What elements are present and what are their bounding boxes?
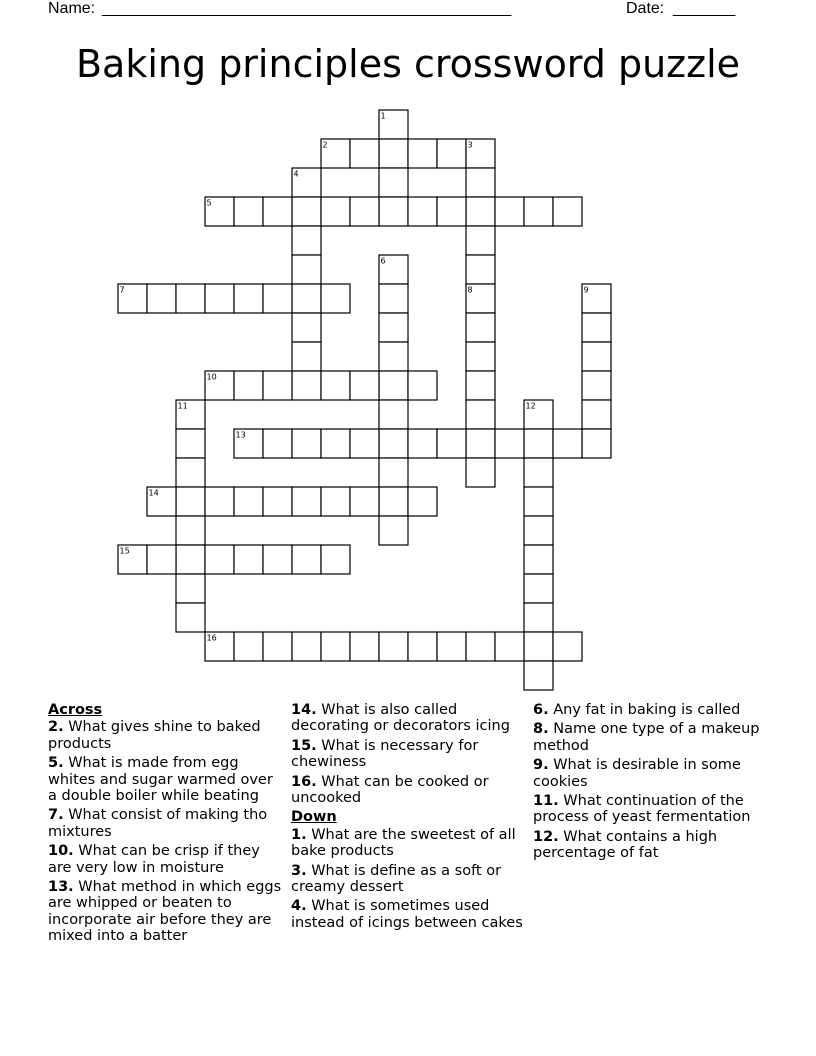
grid-cell[interactable] bbox=[263, 487, 292, 516]
clue-number: 8 bbox=[467, 285, 473, 295]
grid-cell[interactable] bbox=[350, 139, 379, 168]
grid-cell[interactable] bbox=[466, 255, 495, 284]
grid-cell[interactable] bbox=[408, 139, 437, 168]
grid-cell[interactable] bbox=[321, 284, 350, 313]
grid-cell[interactable] bbox=[379, 371, 408, 400]
clue-number: 12 bbox=[525, 401, 536, 411]
grid-cell[interactable] bbox=[408, 632, 437, 661]
grid-cell[interactable] bbox=[263, 632, 292, 661]
clue-number: 5 bbox=[206, 198, 212, 208]
grid-cell[interactable] bbox=[176, 603, 205, 632]
grid-cell[interactable] bbox=[205, 284, 234, 313]
clue-number-label: 10. bbox=[48, 843, 74, 860]
grid-cell[interactable] bbox=[321, 545, 350, 574]
clue-item bbox=[291, 774, 527, 807]
grid-cell[interactable] bbox=[234, 487, 263, 516]
clue-number-label: 2. bbox=[48, 719, 64, 736]
grid-cell[interactable] bbox=[379, 197, 408, 226]
grid-cell[interactable] bbox=[292, 226, 321, 255]
clue-number-label: 15. bbox=[291, 737, 317, 754]
grid-cell[interactable] bbox=[321, 371, 350, 400]
date-blank[interactable]: _______ bbox=[673, 0, 736, 17]
clue-item bbox=[533, 721, 773, 754]
name-blank[interactable]: ______________________________________________ bbox=[102, 0, 512, 17]
grid-cell[interactable] bbox=[466, 429, 495, 458]
grid-cell[interactable] bbox=[437, 632, 466, 661]
grid-cell[interactable] bbox=[205, 487, 234, 516]
grid-cell[interactable] bbox=[466, 400, 495, 429]
clue-item bbox=[291, 827, 527, 860]
clue-column-2 bbox=[291, 702, 527, 934]
grid-cell[interactable] bbox=[176, 545, 205, 574]
clue-number: 15 bbox=[119, 546, 130, 556]
grid-cell[interactable] bbox=[553, 429, 582, 458]
clue-number-label: 5. bbox=[48, 755, 64, 772]
grid-cell[interactable] bbox=[292, 632, 321, 661]
clue-text: What is sometimes used instead of icings between cakes bbox=[291, 898, 523, 931]
clue-text: What gives shine to baked products bbox=[48, 719, 261, 752]
clue-item bbox=[291, 702, 527, 735]
grid-cell[interactable] bbox=[350, 632, 379, 661]
grid-cell[interactable] bbox=[466, 168, 495, 197]
grid-cell[interactable] bbox=[582, 313, 611, 342]
grid-cell[interactable] bbox=[524, 603, 553, 632]
grid-cell[interactable] bbox=[466, 458, 495, 487]
grid-cell[interactable] bbox=[466, 371, 495, 400]
grid-cell[interactable] bbox=[147, 545, 176, 574]
grid-cell[interactable] bbox=[524, 516, 553, 545]
clue-text: What continuation of the process of yeast fermentation bbox=[533, 793, 751, 826]
grid-cell[interactable] bbox=[263, 371, 292, 400]
grid-cell[interactable] bbox=[321, 429, 350, 458]
clue-number: 6 bbox=[380, 256, 386, 266]
clue-number-label: 4. bbox=[291, 898, 307, 915]
grid-cell[interactable] bbox=[350, 429, 379, 458]
grid-cell[interactable] bbox=[437, 139, 466, 168]
grid-cell[interactable] bbox=[234, 371, 263, 400]
grid-cell[interactable] bbox=[466, 197, 495, 226]
down-heading: Down bbox=[291, 809, 337, 826]
grid-cell[interactable] bbox=[263, 197, 292, 226]
grid-cell[interactable] bbox=[321, 197, 350, 226]
grid-cell[interactable] bbox=[379, 632, 408, 661]
grid-cell[interactable] bbox=[408, 487, 437, 516]
grid-cell[interactable] bbox=[379, 400, 408, 429]
grid-cell[interactable] bbox=[292, 429, 321, 458]
grid-cell[interactable] bbox=[379, 168, 408, 197]
grid-cell[interactable] bbox=[292, 284, 321, 313]
grid-cell[interactable] bbox=[437, 197, 466, 226]
clue-number: 11 bbox=[177, 401, 188, 411]
grid-cell[interactable] bbox=[466, 226, 495, 255]
grid-cell[interactable] bbox=[205, 545, 234, 574]
grid-cell[interactable] bbox=[408, 371, 437, 400]
clue-number-label: 6. bbox=[533, 702, 549, 718]
grid-cell[interactable] bbox=[292, 487, 321, 516]
grid-cell[interactable] bbox=[176, 574, 205, 603]
grid-cell[interactable] bbox=[408, 197, 437, 226]
clue-number: 10 bbox=[206, 372, 217, 382]
clue-number-label: 11. bbox=[533, 793, 559, 810]
clue-text: What method in which eggs are whipped or beaten to incorporate air before they are mixed into a batter bbox=[48, 879, 282, 945]
clue-text: What is define as a soft or creamy dessert bbox=[291, 862, 502, 896]
across-heading: Across bbox=[48, 702, 103, 718]
grid-cell[interactable] bbox=[263, 545, 292, 574]
clue-item bbox=[533, 757, 773, 790]
grid-cell[interactable] bbox=[350, 487, 379, 516]
grid-cell[interactable] bbox=[524, 661, 553, 690]
grid-cell[interactable] bbox=[147, 284, 176, 313]
date-label: Date: bbox=[626, 0, 665, 17]
grid-cell[interactable] bbox=[176, 487, 205, 516]
grid-cell[interactable] bbox=[466, 313, 495, 342]
clue-item bbox=[48, 719, 284, 752]
clue-number-label: 8. bbox=[533, 721, 549, 738]
grid-cell[interactable] bbox=[495, 197, 524, 226]
grid-cell[interactable] bbox=[524, 574, 553, 603]
grid-cell[interactable] bbox=[379, 342, 408, 371]
clue-text: What is made from egg whites and sugar warmed over a double boiler while beating bbox=[48, 755, 273, 805]
clue-number-label: 14. bbox=[291, 702, 317, 718]
grid-cell[interactable] bbox=[350, 197, 379, 226]
clue-number-label: 12. bbox=[533, 828, 559, 845]
grid-cell[interactable] bbox=[437, 429, 466, 458]
clue-number-label: 9. bbox=[533, 757, 549, 774]
grid-cell[interactable] bbox=[553, 197, 582, 226]
grid-cell[interactable] bbox=[350, 371, 379, 400]
grid-cell[interactable] bbox=[379, 284, 408, 313]
grid-cell[interactable] bbox=[379, 139, 408, 168]
grid-cell[interactable] bbox=[495, 632, 524, 661]
grid-cell[interactable] bbox=[176, 458, 205, 487]
clue-column-1 bbox=[48, 702, 284, 948]
clue-number-label: 3. bbox=[291, 862, 307, 879]
grid-cell[interactable] bbox=[234, 632, 263, 661]
clue-item bbox=[291, 898, 527, 931]
clue-number-label: 1. bbox=[291, 826, 307, 843]
grid-cell[interactable] bbox=[379, 313, 408, 342]
grid-cell[interactable] bbox=[466, 342, 495, 371]
clue-number: 7 bbox=[119, 285, 125, 295]
clue-text: What consist of making tho mixtures bbox=[48, 807, 268, 840]
grid-cell[interactable] bbox=[292, 371, 321, 400]
clue-text: Any fat in baking is called bbox=[548, 702, 741, 718]
grid-cell[interactable] bbox=[379, 487, 408, 516]
clue-text: What is desirable in some cookies bbox=[533, 757, 741, 790]
clue-item bbox=[533, 793, 773, 826]
grid-cell[interactable] bbox=[321, 632, 350, 661]
grid-cell[interactable] bbox=[263, 284, 292, 313]
grid-cell[interactable] bbox=[582, 342, 611, 371]
grid-cell[interactable] bbox=[553, 632, 582, 661]
clue-number-label: 7. bbox=[48, 807, 64, 824]
grid-cell[interactable] bbox=[292, 197, 321, 226]
clue-number-label: 13. bbox=[48, 879, 74, 896]
grid-cell[interactable] bbox=[292, 342, 321, 371]
clue-text: What can be crisp if they are very low in moisture bbox=[48, 843, 260, 876]
grid-cell[interactable] bbox=[234, 197, 263, 226]
clue-number-label: 16. bbox=[291, 773, 317, 790]
clue-text: What can be cooked or uncooked bbox=[291, 773, 489, 807]
grid-cell[interactable] bbox=[379, 516, 408, 545]
clue-number: 16 bbox=[206, 633, 217, 643]
grid-cell[interactable] bbox=[524, 545, 553, 574]
clue-text: What is necessary for chewiness bbox=[291, 737, 479, 771]
grid-cell[interactable] bbox=[263, 429, 292, 458]
grid-cell[interactable] bbox=[524, 632, 553, 661]
grid-cell[interactable] bbox=[379, 429, 408, 458]
clue-number: 14 bbox=[148, 488, 159, 498]
grid-cell[interactable] bbox=[176, 284, 205, 313]
clue-number: 2 bbox=[322, 140, 328, 150]
clue-item bbox=[533, 702, 773, 718]
grid-cell[interactable] bbox=[176, 429, 205, 458]
grid-cell[interactable] bbox=[524, 197, 553, 226]
grid-cell[interactable] bbox=[524, 458, 553, 487]
clue-text: What contains a high percentage of fat bbox=[533, 828, 718, 862]
grid-cell[interactable] bbox=[234, 545, 263, 574]
clue-number: 4 bbox=[293, 169, 299, 179]
clue-item bbox=[291, 863, 527, 896]
page-title: Baking principles crossword puzzle bbox=[75, 42, 741, 86]
grid-cell[interactable] bbox=[524, 429, 553, 458]
grid-cell[interactable] bbox=[582, 429, 611, 458]
clue-item bbox=[48, 843, 284, 876]
grid-cell[interactable] bbox=[292, 313, 321, 342]
clue-text: What is also called decorating or decorators icing bbox=[291, 702, 510, 735]
grid-cell[interactable] bbox=[234, 284, 263, 313]
clue-item bbox=[48, 755, 284, 804]
grid-cell[interactable] bbox=[495, 429, 524, 458]
grid-cell[interactable] bbox=[524, 487, 553, 516]
clue-number: 3 bbox=[467, 140, 473, 150]
clue-number: 1 bbox=[380, 111, 386, 121]
grid-cell[interactable] bbox=[176, 516, 205, 545]
clue-text: Name one type of a makeup method bbox=[533, 721, 760, 754]
grid-cell[interactable] bbox=[466, 632, 495, 661]
name-label: Name: bbox=[48, 0, 96, 17]
grid-cell[interactable] bbox=[292, 545, 321, 574]
clue-number: 13 bbox=[235, 430, 246, 440]
clue-item bbox=[533, 829, 773, 862]
grid-cell[interactable] bbox=[408, 429, 437, 458]
clue-text: What are the sweetest of all bake products bbox=[291, 826, 516, 860]
clue-item bbox=[48, 879, 284, 945]
grid-cell[interactable] bbox=[292, 255, 321, 284]
grid-cell[interactable] bbox=[321, 487, 350, 516]
clue-number: 9 bbox=[583, 285, 589, 295]
clue-item bbox=[48, 807, 284, 840]
grid-cell[interactable] bbox=[582, 371, 611, 400]
grid-cell[interactable] bbox=[582, 400, 611, 429]
clue-column-3 bbox=[533, 702, 773, 865]
grid-cell[interactable] bbox=[379, 458, 408, 487]
clue-item bbox=[291, 738, 527, 771]
